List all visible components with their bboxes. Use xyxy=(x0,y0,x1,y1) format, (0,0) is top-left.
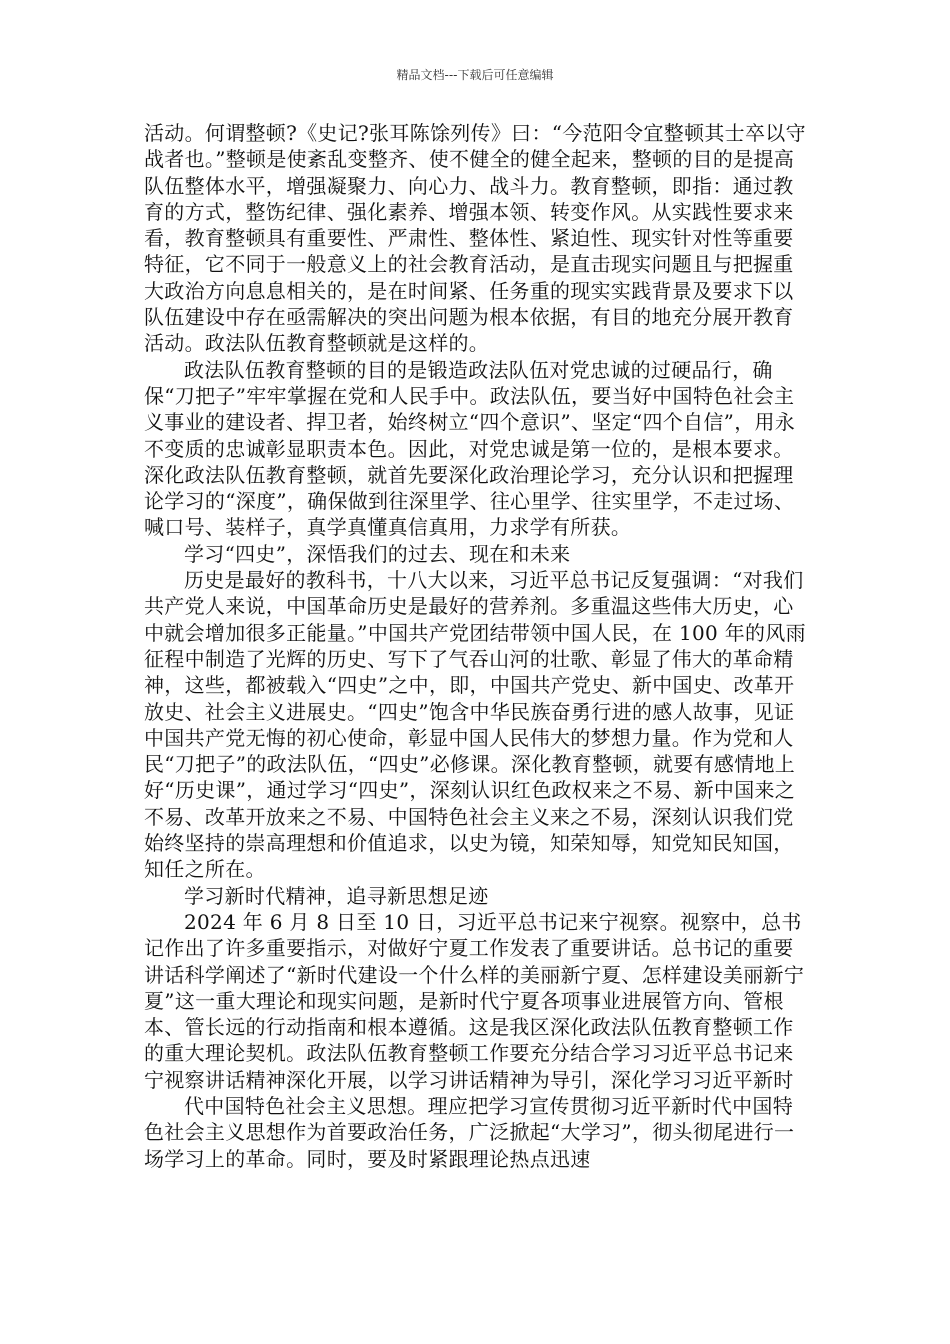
section-heading-four-histories: 学习“四史”，深悟我们的过去、现在和未来 xyxy=(184,541,571,566)
paragraph-2: 政法队伍教育整顿的目的是锻造政法队伍对党忠诚的过硬品行，确保“刀把子”牢牢掌握在党和人民手中。政法队伍，要当好中国特色社会主义事业的建设者、捍卫者，始终树立“四个意识”、坚定“四个自信”，用永不变质的忠诚彰显职责本色。因此，对党忠诚是第一位的，是根本要求。深化政法队伍教育整顿，就首先要深化政治理论学习，充分认识和把握理论学习的“深度”，确保做到往深里学、往心里学、往实里学，不走过场、喊口号、装样子，真学真懂真信真用，力求学有所获。 xyxy=(144,357,796,540)
paragraph-4: 2024 年 6 月 8 日至 10 日，习近平总书记来宁视察。视察中，总书记作出了许多重要指示，对做好宁夏工作发表了重要讲话。总书记的重要讲话科学阐述了“新时代建设一个什么样的美丽新宁夏、怎样建设美丽新宁夏”这一重大理论和现实问题，是新时代宁夏各项事业进展管方向、管根本、管长远的行动指南和根本遵循。这是我区深化政法队伍教育整顿工作的重大理论契机。政法队伍教育整顿工作要充分结合学习习近平总书记来宁视察讲话精神深化开展，以学习讲话精神为导引，深化学习习近平新时 xyxy=(144,909,805,1092)
document-body xyxy=(144,120,808,1172)
paragraph-1: 活动。何谓整顿?《史记?张耳陈馀列传》曰：“今范阳令宜整顿其士卒以守战者也。”整顿是使紊乱变整齐、使不健全的健全起来，整顿的目的是提高队伍整体水平，增强凝聚力、向心力、战斗力。教育整顿，即指：通过教育的方式，整饬纪律、强化素养、增强本领、转变作风。从实践性要求来看，教育整顿具有重要性、严肃性、整体性、紧迫性、现实针对性等重要特征，它不同于一般意义上的社会教育活动，是直击现实问题且与把握重大政治方向息息相关的，是在时间紧、任务重的现实实践背景及要求下以队伍建设中存在亟需解决的突出问题为根本依据，有目的地充分展开教育活动。政法队伍教育整顿就是这样的。 xyxy=(144,121,806,356)
section-heading-new-era: 学习新时代精神，追寻新思想足迹 xyxy=(184,883,489,908)
paragraph-3: 历史是最好的教科书，十八大以来，习近平总书记反复强调：“对我们共产党人来说，中国革命历史是最好的营养剂。多重温这些伟大历史，心中就会增加很多正能量。”中国共产党团结带领中国人民，在 100 年的风雨征程中制造了光辉的历史、写下了气吞山河的壮歌、彰显了伟大的革命精神，这些，都被载入“四史”之中，即，中国共产党史、新中国史、改革开放史、社会主义进展史。“四史”饱含中华民族奋勇行进的感人故事，见证中国共产党无悔的初心使命，彰显中国人民伟大的梦想力量。作为党和人民“刀把子”的政法队伍，“四史”必修课。深化教育整顿，就要有感情地上好“历史课”，通过学习“四史”，深刻认识红色政权来之不易、新中国来之不易、改革开放来之不易、中国特色社会主义来之不易，深刻认识我们党始终坚持的崇高理想和价值追求，以史为镜，知荣知辱，知党知民知国，知任之所在。 xyxy=(144,568,806,882)
paragraph-5: 代中国特色社会主义思想。理应把学习宣传贯彻习近平新时代中国特色社会主义思想作为首要政治任务，广泛掀起“大学习”，彻头彻尾进行一场学习上的革命。同时，要及时紧跟理论热点迅速 xyxy=(144,1093,795,1171)
header-watermark: 精品文档---下载后可任意编辑 xyxy=(396,68,554,82)
